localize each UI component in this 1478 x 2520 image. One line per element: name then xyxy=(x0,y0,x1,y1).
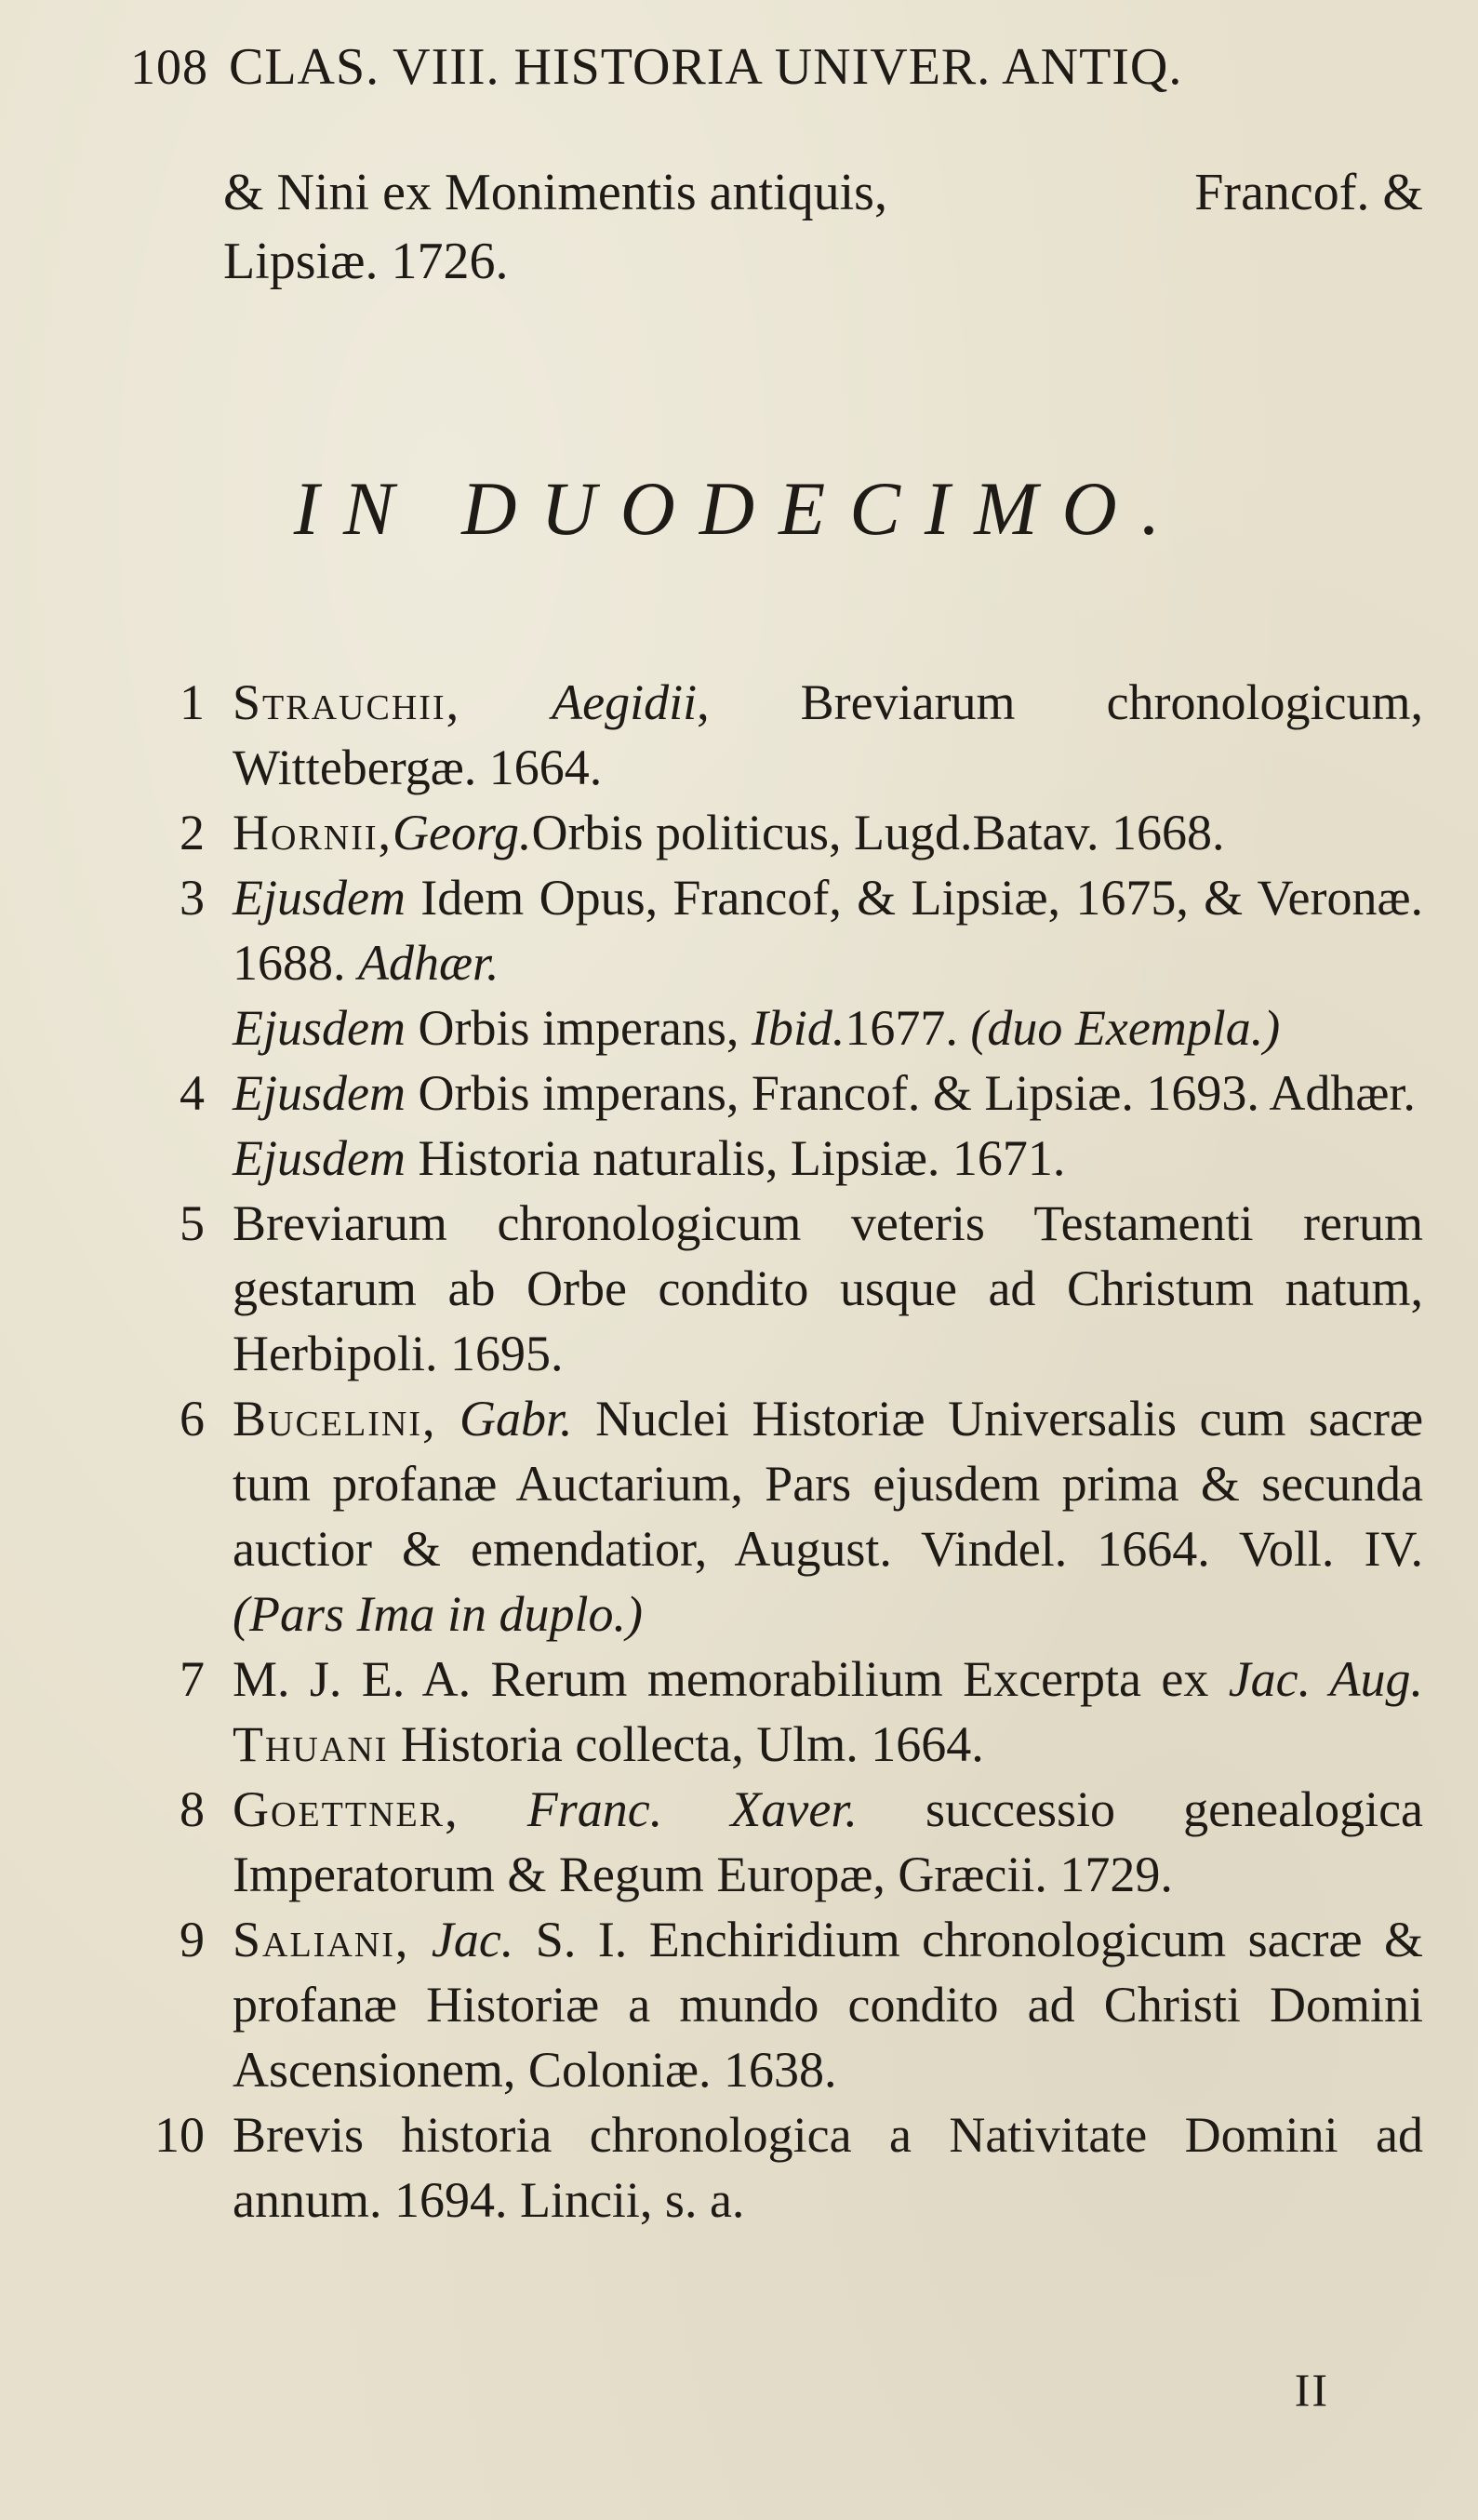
entry-text-2: 1677. xyxy=(845,1000,971,1056)
entry-text: Orbis politicus, Lugd.Batav. 1668. xyxy=(531,805,1225,860)
list-item xyxy=(130,1060,1423,1126)
entry-note: (duo Exempla.) xyxy=(970,1000,1281,1056)
entry-number: 9 xyxy=(180,1912,205,1967)
entry-text: Idem Opus, Francof, & Lipsiæ, 1675, & Veronæ. 1688. xyxy=(233,870,1423,991)
continued-line-2: Lipsiæ. 1726. xyxy=(223,233,509,290)
entry-text: S. I. Enchiridium chronologicum sacræ & profanæ Historiæ a mundo condito ad Christi Domini Ascensionem, Coloniæ. 1638. xyxy=(233,1912,1424,2098)
page-number: 108 xyxy=(130,39,208,95)
entry-author: Strauchii, xyxy=(233,674,461,730)
entry-text: successio genealogica Imperatorum & Regum Europæ, Græcii. 1729. xyxy=(233,1781,1424,1902)
entry-text: M. J. E. A. Rerum memorabilium Excerpta ex xyxy=(233,1651,1229,1707)
entry-text: Brevis historia chronologica a Nativitate Domini ad annum. 1694. Lincii, s. a. xyxy=(233,2107,1423,2228)
entry-given-name: Ejusdem xyxy=(233,1130,406,1186)
entry-given-name: Aegidii xyxy=(552,674,698,730)
list-item xyxy=(130,995,1423,1060)
entry-text-2: Historia collecta, Ulm. 1664. xyxy=(388,1716,984,1772)
list-item xyxy=(130,2102,1423,2233)
list-item xyxy=(130,1907,1423,2102)
entry-number: 10 xyxy=(154,2107,205,2163)
entry-given-name: Jac. Aug. xyxy=(1228,1651,1423,1707)
entry-given-name: Ejusdem xyxy=(233,870,406,926)
entry-given-name: Georg. xyxy=(393,805,532,860)
entry-list xyxy=(130,670,1423,2233)
entry-text: Orbis imperans, xyxy=(405,1000,752,1056)
entry-number: 8 xyxy=(180,1781,205,1837)
list-item xyxy=(130,800,1423,865)
running-title: CLAS. VIII. HISTORIA UNIVER. ANTIQ. xyxy=(229,38,1183,96)
entry-text: Breviarum chronologicum veteris Testamenti rerum gestarum ab Orbe condito usque ad Christum natum, Herbipoli. 1695. xyxy=(233,1195,1423,1381)
entry-author: Bucelini, xyxy=(233,1391,437,1447)
entry-note: Adhær. xyxy=(358,935,499,991)
entry-number: 7 xyxy=(180,1651,205,1707)
entry-text: Orbis imperans, Francof. & Lipsiæ. 1693. Adhær. xyxy=(405,1065,1416,1121)
entry-note: (Pars Ima in duplo.) xyxy=(233,1586,643,1642)
entry-given-name: Franc. Xaver. xyxy=(526,1781,858,1837)
section-title: IN DUODECIMO. xyxy=(293,466,1185,551)
list-item xyxy=(130,1126,1423,1191)
entry-number: 5 xyxy=(180,1195,205,1251)
continued-text-b: Francof. & xyxy=(1194,164,1423,221)
entry-number: 4 xyxy=(180,1065,205,1121)
running-header xyxy=(130,30,1423,104)
entry-number: 6 xyxy=(180,1391,205,1447)
list-item xyxy=(130,1777,1423,1907)
entry-given-name: Jac. xyxy=(431,1912,514,1967)
list-item xyxy=(130,1386,1423,1647)
entry-author: Hornii, xyxy=(233,805,393,860)
continued-text-a: & Nini ex Monimentis antiquis, xyxy=(223,164,887,221)
catchword: II xyxy=(1294,2364,1329,2416)
entry-number: 2 xyxy=(180,805,205,860)
entry-given-name: Gabr. xyxy=(459,1391,573,1447)
list-item xyxy=(130,670,1423,800)
entry-number: 3 xyxy=(180,870,205,926)
list-item xyxy=(130,865,1423,995)
continued-line-1 xyxy=(223,158,1423,227)
entry-text: Nuclei Historiæ Universalis cum sacræ tum profanæ Auctarium, Pars ejusdem prima & secunda auctior & emendatior, August. Vindel. 1664. Voll. IV. xyxy=(233,1391,1423,1577)
entry-author: Saliani, xyxy=(233,1912,410,1967)
entry-ibid: Ibid. xyxy=(751,1000,846,1056)
entry-given-name: Ejusdem xyxy=(233,1000,406,1056)
entry-text: Historia naturalis, Lipsiæ. 1671. xyxy=(405,1130,1066,1186)
entry-author: Thuani xyxy=(233,1716,389,1772)
entry-author: Goettner, xyxy=(233,1781,459,1837)
entry-given-name: Ejusdem xyxy=(233,1065,406,1121)
list-item xyxy=(130,1647,1423,1777)
continued-entry xyxy=(223,158,1423,296)
entry-number: 1 xyxy=(180,674,205,730)
entry-text: , Breviarum chronologicum, Wittebergæ. 1664. xyxy=(233,674,1423,795)
list-item xyxy=(130,1191,1423,1386)
